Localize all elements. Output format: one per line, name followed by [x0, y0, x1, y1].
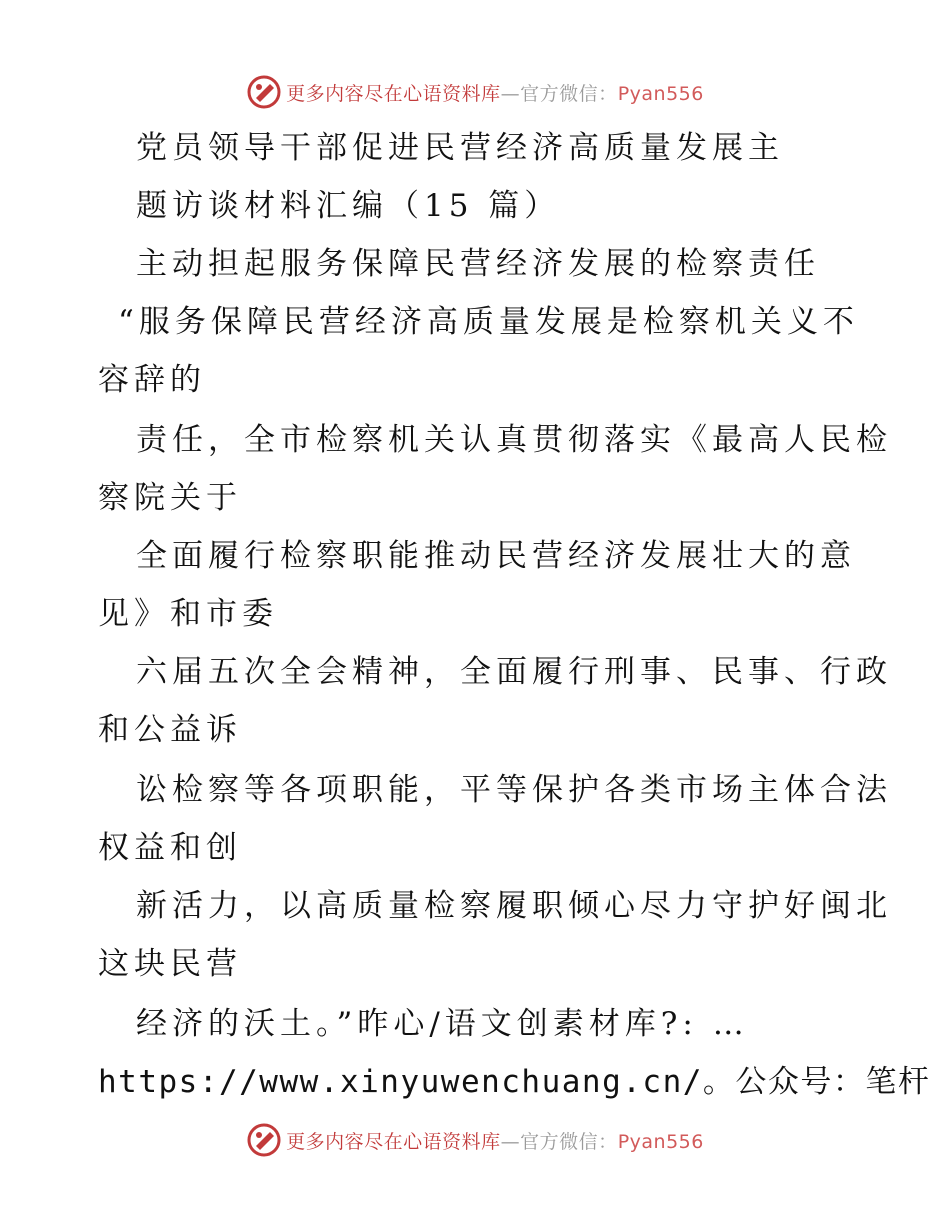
paragraph-line: 容辞的 [98, 362, 206, 398]
paragraph-line: 讼检察等各项职能，平等保护各类市场主体合法 [136, 772, 892, 808]
paragraph-line: “服务保障民营经济高质量发展是检察机关义不 [118, 304, 859, 340]
paragraph-line: 经济的沃土。”昨心/语文创素材库?: … [136, 1006, 749, 1042]
stamp-logo-icon [246, 74, 282, 110]
watermark-colon: ： [598, 82, 618, 105]
paragraph-line: 全面履行检察职能推动民营经济发展壮大的意 [136, 538, 856, 574]
paragraph-line: 权益和创 [98, 830, 242, 866]
paragraph-line: 和公益诉 [98, 712, 242, 748]
watermark-label: 官方微信 [520, 82, 599, 105]
stamp-logo-icon [246, 1122, 282, 1158]
header-watermark [0, 72, 950, 112]
watermark-id: Pyan556 [617, 1130, 704, 1153]
paragraph-line: 见》和市委 [98, 596, 278, 632]
watermark-main-text: 更多内容尽在心语资料库 [286, 82, 501, 105]
watermark-dash: — [500, 1130, 521, 1153]
url-line: https://www.xinyuwenchuang.cn/。公众号：笔杆 [98, 1064, 931, 1100]
watermark-main-text: 更多内容尽在心语资料库 [286, 1130, 501, 1153]
paragraph-line: 新活力，以高质量检察履职倾心尽力守护好闽北 [136, 888, 892, 924]
title-line-1: 党员领导干部促进民营经济高质量发展主 [136, 130, 784, 166]
watermark-id: Pyan556 [617, 82, 704, 105]
title-line-2: 题访谈材料汇编（15 篇） [136, 188, 561, 224]
heading-line: 主动担起服务保障民营经济发展的检察责任 [136, 246, 820, 282]
watermark-dash: — [500, 82, 521, 105]
watermark-colon: ： [598, 1130, 618, 1153]
paragraph-line: 责任，全市检察机关认真贯彻落实《最高人民检 [136, 422, 892, 458]
watermark-label: 官方微信 [520, 1130, 599, 1153]
footer-watermark [0, 1120, 950, 1160]
paragraph-line: 六届五次全会精神，全面履行刑事、民事、行政 [136, 654, 892, 690]
paragraph-line: 这块民营 [98, 946, 242, 982]
paragraph-line: 察院关于 [98, 480, 242, 516]
